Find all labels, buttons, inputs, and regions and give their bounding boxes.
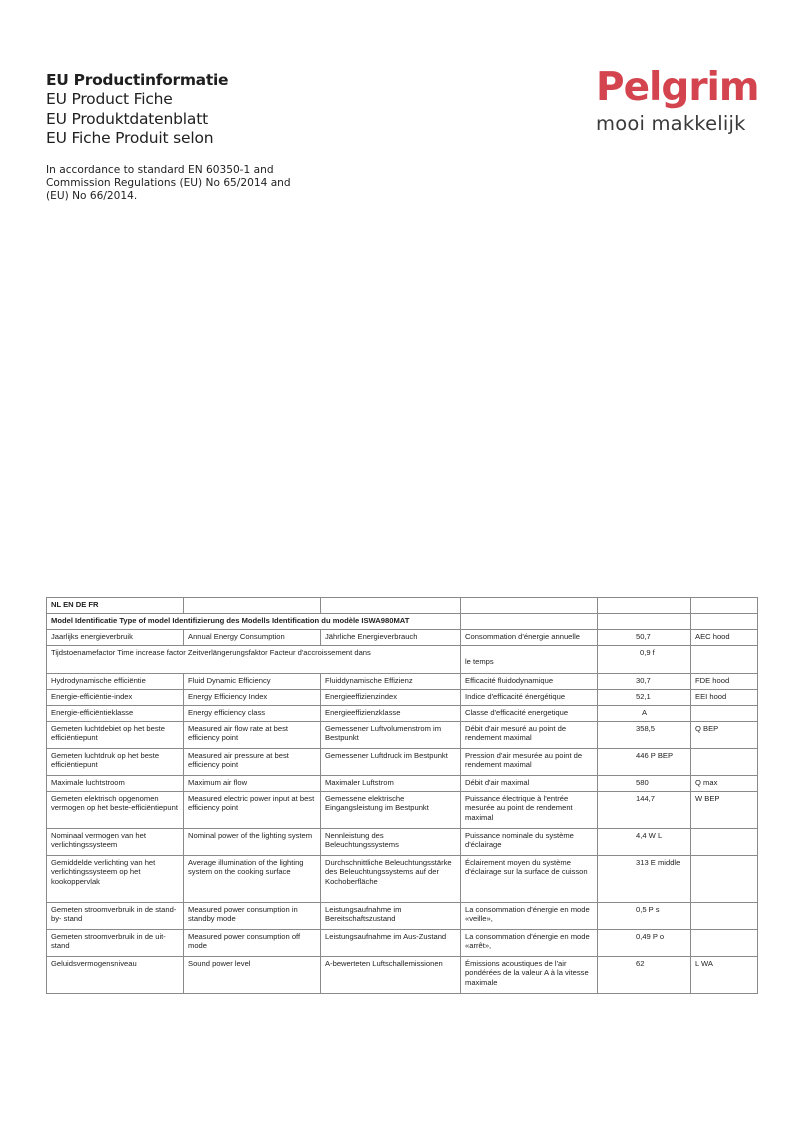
cell-nl: Hydrodynamische efficiëntie bbox=[47, 673, 184, 689]
cell-fr: Puissance nominale du système d'éclairage bbox=[461, 828, 598, 855]
page-heading bbox=[46, 70, 228, 149]
cell-symbol bbox=[691, 645, 758, 673]
cell-value: 0,49 P o bbox=[598, 929, 691, 956]
cell-fr: Débit d'air mesuré au point de rendement maximal bbox=[461, 721, 598, 748]
cell-fr: Puissance électrique à l'entrée mesurée au point de rendement maximal bbox=[461, 791, 598, 828]
table-row bbox=[47, 629, 758, 645]
cell-nl: Gemeten stroomverbruik in de uit-stand bbox=[47, 929, 184, 956]
cell-symbol: Q max bbox=[691, 775, 758, 791]
cell-merged: Tijdstoenamefactor Time increase factor Zeitverlängerungsfaktor Facteur d'accroissement dans bbox=[47, 645, 461, 673]
table-row bbox=[47, 828, 758, 855]
model-row bbox=[47, 613, 758, 629]
cell-de: Energieeffizienzklasse bbox=[321, 705, 461, 721]
product-fiche-table bbox=[46, 597, 758, 994]
cell-nl: Nominaal vermogen van het verlichtingssysteem bbox=[47, 828, 184, 855]
cell-de: Gemessener Luftdruck im Bestpunkt bbox=[321, 748, 461, 775]
cell-en: Sound power level bbox=[184, 956, 321, 993]
pelgrim-logo bbox=[596, 66, 766, 136]
cell-en: Energy Efficiency Index bbox=[184, 689, 321, 705]
table-row bbox=[47, 775, 758, 791]
cell-value: 52,1 bbox=[598, 689, 691, 705]
cell-de: Durchschnittliche Beleuchtungsstärke des Beleuchtungssystems auf der Kochoberfläche bbox=[321, 855, 461, 902]
cell-nl: Gemeten luchtdebiet op het beste efficiëntiepunt bbox=[47, 721, 184, 748]
cell-de: A-bewerteten Luftschallemissionen bbox=[321, 956, 461, 993]
cell-value: 580 bbox=[598, 775, 691, 791]
logo-brand: Pelgrim bbox=[596, 65, 759, 110]
title-en: EU Product Fiche bbox=[46, 90, 173, 108]
cell-de: Gemessener Luftvolumenstrom im Bestpunkt bbox=[321, 721, 461, 748]
cell-symbol bbox=[691, 748, 758, 775]
cell-value: A bbox=[598, 705, 691, 721]
table-row bbox=[47, 645, 758, 673]
cell-value: 62 bbox=[598, 956, 691, 993]
cell-en: Annual Energy Consumption bbox=[184, 629, 321, 645]
cell-de: Leistungsaufnahme im Aus-Zustand bbox=[321, 929, 461, 956]
cell-fr: La consommation d'énergie en mode «veille», bbox=[461, 902, 598, 929]
cell-symbol: W BEP bbox=[691, 791, 758, 828]
table-row bbox=[47, 956, 758, 993]
cell-en: Measured air pressure at best efficiency point bbox=[184, 748, 321, 775]
cell-de: Leistungsaufnahme im Bereitschaftszustand bbox=[321, 902, 461, 929]
cell-en: Energy efficiency class bbox=[184, 705, 321, 721]
cell-symbol: EEI hood bbox=[691, 689, 758, 705]
cell-de: Energieeffizienzindex bbox=[321, 689, 461, 705]
cell-symbol: AEC hood bbox=[691, 629, 758, 645]
languages-header-row bbox=[47, 598, 758, 614]
languages-header: NL EN DE FR bbox=[47, 598, 184, 614]
cell-value: 50,7 bbox=[598, 629, 691, 645]
cell-value: 358,5 bbox=[598, 721, 691, 748]
cell-nl: Gemeten elektrisch opgenomen vermogen op het beste-efficiëntiepunt bbox=[47, 791, 184, 828]
cell-nl: Gemeten stroomverbruik in de stand-by- stand bbox=[47, 902, 184, 929]
table-row bbox=[47, 929, 758, 956]
cell-symbol bbox=[691, 929, 758, 956]
table-row bbox=[47, 673, 758, 689]
cell-nl: Energie-efficiëntie-index bbox=[47, 689, 184, 705]
table-row bbox=[47, 791, 758, 828]
cell-value: 30,7 bbox=[598, 673, 691, 689]
cell-nl: Gemiddelde verlichting van het verlichtingssysteem op het kookoppervlak bbox=[47, 855, 184, 902]
cell-fr: Débit d'air maximal bbox=[461, 775, 598, 791]
intro-line: Commission Regulations (EU) No 65/2014 and bbox=[46, 177, 291, 189]
cell-nl: Jaarlijks energieverbruik bbox=[47, 629, 184, 645]
cell-value: 0,9 f bbox=[598, 645, 691, 673]
cell-value: 4,4 W L bbox=[598, 828, 691, 855]
cell-fr: le temps bbox=[461, 645, 598, 673]
cell-value: 144,7 bbox=[598, 791, 691, 828]
cell-symbol bbox=[691, 828, 758, 855]
cell-fr: Classe d'efficacité energetique bbox=[461, 705, 598, 721]
cell-fr: Consommation d'énergie annuelle bbox=[461, 629, 598, 645]
table-row bbox=[47, 748, 758, 775]
cell-nl: Maximale luchtstroom bbox=[47, 775, 184, 791]
cell-symbol: FDE hood bbox=[691, 673, 758, 689]
table-row bbox=[47, 855, 758, 902]
cell-en: Fluid Dynamic Efficiency bbox=[184, 673, 321, 689]
model-identification: Model Identificatie Type of model Identifizierung des Modells Identification du modèle ISWA980MAT bbox=[47, 613, 461, 629]
cell-de: Maximaler Luftstrom bbox=[321, 775, 461, 791]
cell-nl: Geluidsvermogensniveau bbox=[47, 956, 184, 993]
logo-tagline: mooi makkelijk bbox=[596, 112, 746, 135]
cell-symbol: Q BEP bbox=[691, 721, 758, 748]
cell-value: 446 P BEP bbox=[598, 748, 691, 775]
intro-line: (EU) No 66/2014. bbox=[46, 190, 138, 202]
cell-symbol bbox=[691, 705, 758, 721]
cell-nl: Energie-efficiëntieklasse bbox=[47, 705, 184, 721]
cell-fr: Indice d'efficacité énergétique bbox=[461, 689, 598, 705]
cell-symbol bbox=[691, 902, 758, 929]
cell-en: Measured air flow rate at best efficiency point bbox=[184, 721, 321, 748]
table-row bbox=[47, 902, 758, 929]
cell-fr: Émissions acoustiques de l'air pondérées de la valeur A à la vitesse maximale bbox=[461, 956, 598, 993]
cell-en: Nominal power of the lighting system bbox=[184, 828, 321, 855]
cell-symbol: L WA bbox=[691, 956, 758, 993]
cell-de: Jährliche Energieverbrauch bbox=[321, 629, 461, 645]
cell-en: Measured power consumption in standby mode bbox=[184, 902, 321, 929]
cell-de: Fluiddynamische Effizienz bbox=[321, 673, 461, 689]
cell-fr: Efficacité fluidodynamique bbox=[461, 673, 598, 689]
intro-text bbox=[46, 164, 306, 203]
table-row bbox=[47, 689, 758, 705]
table-row bbox=[47, 705, 758, 721]
cell-en: Measured power consumption off mode bbox=[184, 929, 321, 956]
cell-nl: Gemeten luchtdruk op het beste efficiëntiepunt bbox=[47, 748, 184, 775]
title-de: EU Produktdatenblatt bbox=[46, 109, 208, 128]
title-fr: EU Fiche Produit selon bbox=[46, 129, 214, 147]
cell-fr: La consommation d'énergie en mode «arrêt», bbox=[461, 929, 598, 956]
table-row bbox=[47, 721, 758, 748]
cell-en: Maximum air flow bbox=[184, 775, 321, 791]
cell-symbol bbox=[691, 855, 758, 902]
cell-en: Measured electric power input at best efficiency point bbox=[184, 791, 321, 828]
intro-line: In accordance to standard EN 60350-1 and bbox=[46, 164, 274, 176]
cell-value: 313 E middle bbox=[598, 855, 691, 902]
cell-de: Gemessene elektrische Eingangsleistung im Bestpunkt bbox=[321, 791, 461, 828]
cell-fr: Pression d'air mesurée au point de rendement maximal bbox=[461, 748, 598, 775]
cell-fr: Éclairement moyen du système d'éclairage sur la surface de cuisson bbox=[461, 855, 598, 902]
cell-en: Average illumination of the lighting system on the cooking surface bbox=[184, 855, 321, 902]
cell-value: 0,5 P s bbox=[598, 902, 691, 929]
title-nl: EU Productinformatie bbox=[46, 71, 229, 89]
cell-de: Nennleistung des Beleuchtungssystems bbox=[321, 828, 461, 855]
